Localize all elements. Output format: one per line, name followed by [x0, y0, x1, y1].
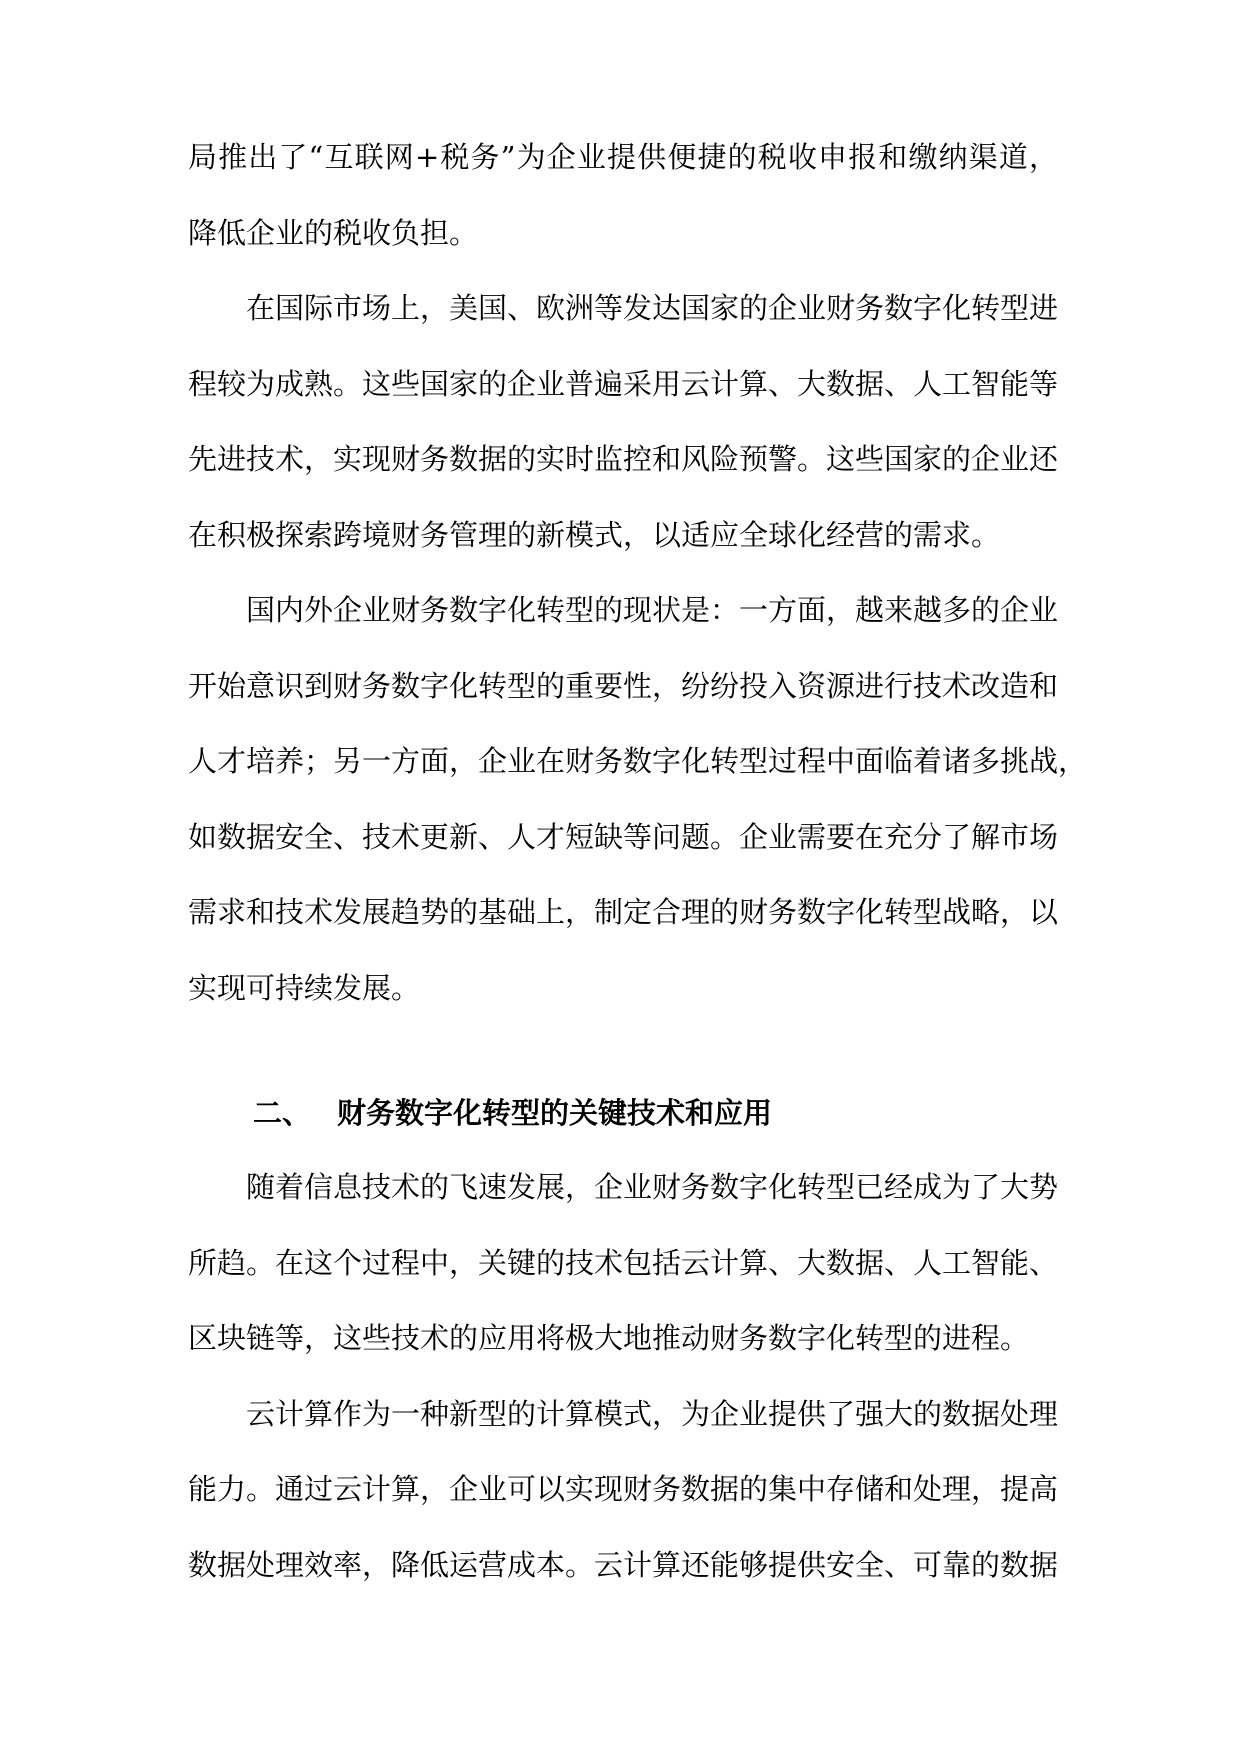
text-line: 局推出了“互联网+税务”为企业提供便捷的税收申报和缴纳渠道， — [188, 140, 1058, 174]
text-line: 程较为成熟。这些国家的企业普遍采用云计算、大数据、人工智能等 — [188, 366, 1059, 401]
text-line: 降低企业的税收负担。 — [188, 215, 479, 250]
text-line: 云计算作为一种新型的计算模式，为企业提供了强大的数据处理 — [246, 1396, 1059, 1431]
section-number: 二、 — [253, 1096, 312, 1130]
text-line: 所趋。在这个过程中，关键的技术包括云计算、大数据、人工智能、 — [188, 1245, 1059, 1280]
text-line: 开始意识到财务数字化转型的重要性，纷纷投入资源进行技术改造和 — [188, 668, 1059, 703]
text-line: 国内外企业财务数字化转型的现状是：一方面，越来越多的企业 — [246, 593, 1059, 627]
section-title: 财务数字化转型的关键技术和应用 — [337, 1096, 773, 1130]
text-line: 数据处理效率，降低运营成本。云计算还能够提供安全、可靠的数据 — [188, 1547, 1059, 1582]
text-line: 实现可持续发展。 — [188, 970, 421, 1005]
text-line: 区块链等，这些技术的应用将极大地推动财务数字化转型的进程。 — [188, 1321, 1030, 1355]
text-line: 人才培养；另一方面，企业在财务数字化转型过程中面临着诸多挑战， — [188, 744, 1088, 778]
section-heading — [253, 1095, 772, 1131]
text-line: 如数据安全、技术更新、人才短缺等问题。企业需要在充分了解市场 — [188, 819, 1059, 854]
text-line: 随着信息技术的飞速发展，企业财务数字化转型已经成为了大势 — [246, 1170, 1059, 1204]
text-line: 能力。通过云计算，企业可以实现财务数据的集中存储和处理，提高 — [188, 1472, 1059, 1506]
body-text-bottom — [188, 1169, 1058, 1622]
text-line: 在积极探索跨境财务管理的新模式，以适应全球化经营的需求。 — [188, 517, 1001, 552]
text-line: 需求和技术发展趋势的基础上，制定合理的财务数字化转型战略，以 — [188, 895, 1059, 929]
text-line: 先进技术，实现财务数据的实时监控和风险预警。这些国家的企业还 — [188, 442, 1059, 476]
body-text-top — [188, 139, 1088, 1045]
text-line: 在国际市场上，美国、欧洲等发达国家的企业财务数字化转型进 — [246, 291, 1059, 325]
